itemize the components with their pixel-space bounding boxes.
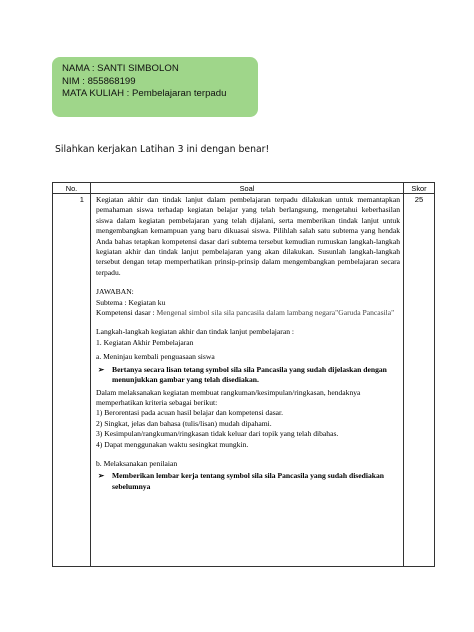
arrow-bullet-icon: ➢ xyxy=(98,471,105,481)
student-info-box xyxy=(52,57,258,117)
question-table xyxy=(52,182,435,567)
student-nim: NIM : 855868199 xyxy=(62,75,136,87)
question-text: Kegiatan akhir dan tindak lanjut dalam pembelajaran terpadu dilakukan untuk memantapkan pemahaman siswa terhadap kegiatan belajar yang telah berlangsung, mengetahui keberhasilan siswa dalam kegiatan pembelajaran yang telah dijalani, serta memberikan tindak lanjut untuk mengembangkan kemampuan yang baru dikuasai siswa. Pilihlah salah satu subtema yang hendak Anda bahas tetapkan kompetensi dasar dari subtema tersebut kemudian rumuskan langkah-langkah kegiatan akhir dan tindak lanjut pembelajaran yang akan dilakukan. Susunlah langkah-langkah tersebut dengan tetap memperhatikan prinsip-prinsip dalam mengembangkan pembelajaran secara terpadu. xyxy=(96,195,400,277)
row-number: 1 xyxy=(53,194,91,567)
langkah-intro: Langkah-langkah kegiatan akhir dan tindak lanjut pembelajaran : xyxy=(96,327,294,337)
student-name: NAMA : SANTI SIMBOLON xyxy=(62,63,179,74)
criteria-item: 3) Kesimpulan/rangkuman/ringkasan tidak keluar dari topik yang telah dibahas. xyxy=(96,429,339,439)
answer-label: JAWABAN: xyxy=(96,287,134,297)
kompetensi-value: Mengenal simbol sila sila pancasila dalam lambang negara"Garuda Pancasila" xyxy=(154,308,395,318)
instruction-heading: Silahkan kerjakan Latihan 3 ini dengan benar! xyxy=(55,144,270,155)
section-heading: 1. Kegiatan Akhir Pembelajaran xyxy=(96,337,194,347)
header-skor: Skor xyxy=(404,183,435,194)
kompetensi-label: Kompetensi dasar : xyxy=(96,308,155,318)
table-row xyxy=(53,194,435,567)
bullet-text: Bertanya secara lisan tetang symbol sila sila Pancasila yang sudah dijelaskan dengan menunjukkan gambar yang telah disediakan. xyxy=(112,364,387,385)
subtema-text: Subtema : Kegiatan ku xyxy=(96,297,166,307)
course-name: MATA KULIAH : Pembelajaran terpadu xyxy=(62,88,227,100)
rangkuman-intro: Dalam melaksanakan kegiatan membuat rangkuman/kesimpulan/ringkasan, hendaknya memperhatikan kriteria sebagai berikut: xyxy=(96,387,361,407)
kompetensi-text xyxy=(96,308,400,318)
criteria-item: 4) Dapat menggunakan waktu sesingkat mungkin. xyxy=(96,439,249,449)
criteria-item: 2) Singkat, jelas dan bahasa (tulis/lisan) mudah dipahami. xyxy=(96,418,272,428)
table-header-row xyxy=(53,183,435,194)
bullet-item xyxy=(96,365,400,386)
bullet-text: Memberikan lembar kerja tentang symbol sila sila Pancasila yang sudah disediakan sebelumnya xyxy=(112,471,384,491)
criteria-item: 1) Berorentasi pada acuan hasil belajar dan kompetensi dasar. xyxy=(96,408,284,418)
header-no: No. xyxy=(53,183,91,194)
arrow-bullet-icon: ➢ xyxy=(98,364,105,374)
header-soal: Soal xyxy=(91,183,404,194)
question-cell xyxy=(91,194,404,567)
bullet-item xyxy=(96,471,400,492)
row-score: 25 xyxy=(404,194,435,567)
subsection-b: b. Melaksanakan penilaian xyxy=(96,458,178,468)
subsection-a: a. Meninjau kembali penguasaan siswa xyxy=(96,352,215,362)
